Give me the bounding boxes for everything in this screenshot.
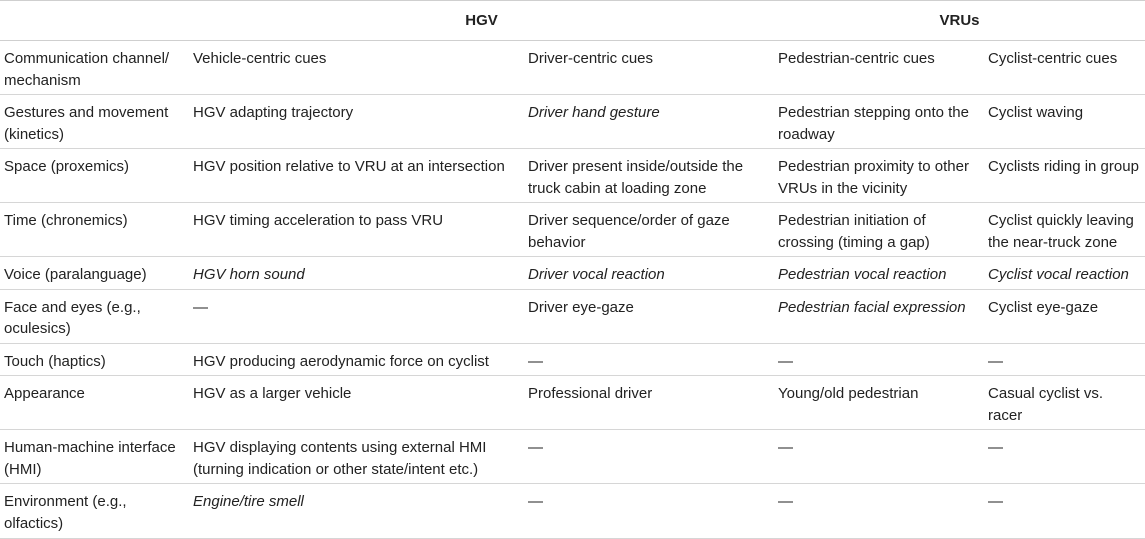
header-blank-cell — [0, 1, 189, 41]
pedestrian-cue-cell: Pedestrian initiation of crossing (timing a gap) — [778, 212, 930, 251]
cyclist-cue-cell: Cyclist quickly leaving the near-truck zone — [988, 212, 1134, 251]
header-hgv: HGV — [465, 11, 498, 29]
row-category: Touch (haptics) — [4, 352, 106, 370]
table-row — [0, 257, 1145, 290]
vehicle-cue-cell: HGV displaying contents using external HMI (turning indication or other state/intent etc.) — [193, 439, 487, 478]
driver-cue-cell: — — [528, 439, 543, 456]
table-row — [0, 343, 1145, 376]
pedestrian-cue-cell: — — [778, 439, 794, 456]
vehicle-cue-cell: HGV position relative to VRU at an intersection — [193, 158, 505, 175]
row-category: Communication channel/ mechanism — [4, 50, 170, 89]
vehicle-cue-cell: Vehicle-centric cues — [193, 50, 327, 67]
pedestrian-cue-cell: — — [778, 352, 794, 370]
table-row — [0, 430, 1145, 484]
row-category: Space (proxemics) — [4, 158, 130, 175]
pedestrian-cue-cell: Pedestrian stepping onto the roadway — [778, 104, 969, 143]
row-category: Gestures and movement (kinetics) — [4, 104, 169, 143]
driver-cue-cell: Driver hand gesture — [528, 104, 660, 121]
vehicle-cue-cell: HGV adapting trajectory — [193, 104, 354, 121]
cyclist-cue-cell: Cyclist-centric cues — [988, 50, 1118, 67]
vehicle-cue-cell: HGV producing aerodynamic force on cyclist — [193, 352, 489, 370]
driver-cue-cell: — — [528, 493, 543, 510]
table-row — [0, 289, 1145, 343]
driver-cue-cell: Driver vocal reaction — [528, 266, 665, 283]
cyclist-cue-cell: Cyclist vocal reaction — [988, 266, 1129, 283]
table-row — [0, 484, 1145, 539]
table-row — [0, 95, 1145, 149]
header-vrus: VRUs — [939, 11, 980, 29]
driver-cue-cell: — — [528, 352, 543, 370]
table-row — [0, 41, 1145, 95]
table-row — [0, 203, 1145, 257]
driver-cue-cell: Professional driver — [528, 385, 653, 402]
vehicle-cue-cell: HGV timing acceleration to pass VRU — [193, 212, 444, 229]
driver-cue-cell: Driver present inside/outside the truck cabin at loading zone — [528, 158, 744, 197]
table-row — [0, 376, 1145, 430]
driver-cue-cell: Driver sequence/order of gaze behavior — [528, 212, 730, 251]
row-category: Appearance — [4, 385, 85, 402]
cyclist-cue-cell: Cyclist eye-gaze — [988, 298, 1099, 316]
pedestrian-cue-cell: Pedestrian facial expression — [778, 298, 966, 316]
driver-cue-cell: Driver-centric cues — [528, 50, 654, 67]
cyclist-cue-cell: Cyclist waving — [988, 104, 1084, 121]
cyclist-cue-cell: — — [988, 439, 1004, 456]
driver-cue-cell: Driver eye-gaze — [528, 298, 634, 316]
pedestrian-cue-cell: Pedestrian vocal reaction — [778, 266, 947, 283]
vehicle-cue-cell: Engine/tire smell — [193, 493, 304, 510]
cyclist-cue-cell: Cyclists riding in group — [988, 158, 1139, 175]
cyclist-cue-cell: Casual cyclist vs. racer — [988, 385, 1104, 424]
row-category: Face and eyes (e.g., oculesics) — [4, 298, 141, 337]
row-category: Human-machine interface (HMI) — [4, 439, 176, 478]
header-row — [0, 1, 1145, 41]
table-row — [0, 149, 1145, 203]
vehicle-cue-cell: — — [193, 298, 208, 316]
row-category: Voice (paralanguage) — [4, 266, 147, 283]
vehicle-cue-cell: HGV horn sound — [193, 266, 305, 283]
vehicle-cue-cell: HGV as a larger vehicle — [193, 385, 352, 402]
row-category: Environment (e.g., olfactics) — [4, 493, 127, 532]
cyclist-cue-cell: — — [988, 352, 1004, 370]
cyclist-cue-cell: — — [988, 493, 1004, 510]
row-category: Time (chronemics) — [4, 212, 128, 229]
pedestrian-cue-cell: Pedestrian proximity to other VRUs in the vicinity — [778, 158, 969, 197]
pedestrian-cue-cell: Young/old pedestrian — [778, 385, 919, 402]
pedestrian-cue-cell: Pedestrian-centric cues — [778, 50, 935, 67]
pedestrian-cue-cell: — — [778, 493, 794, 510]
